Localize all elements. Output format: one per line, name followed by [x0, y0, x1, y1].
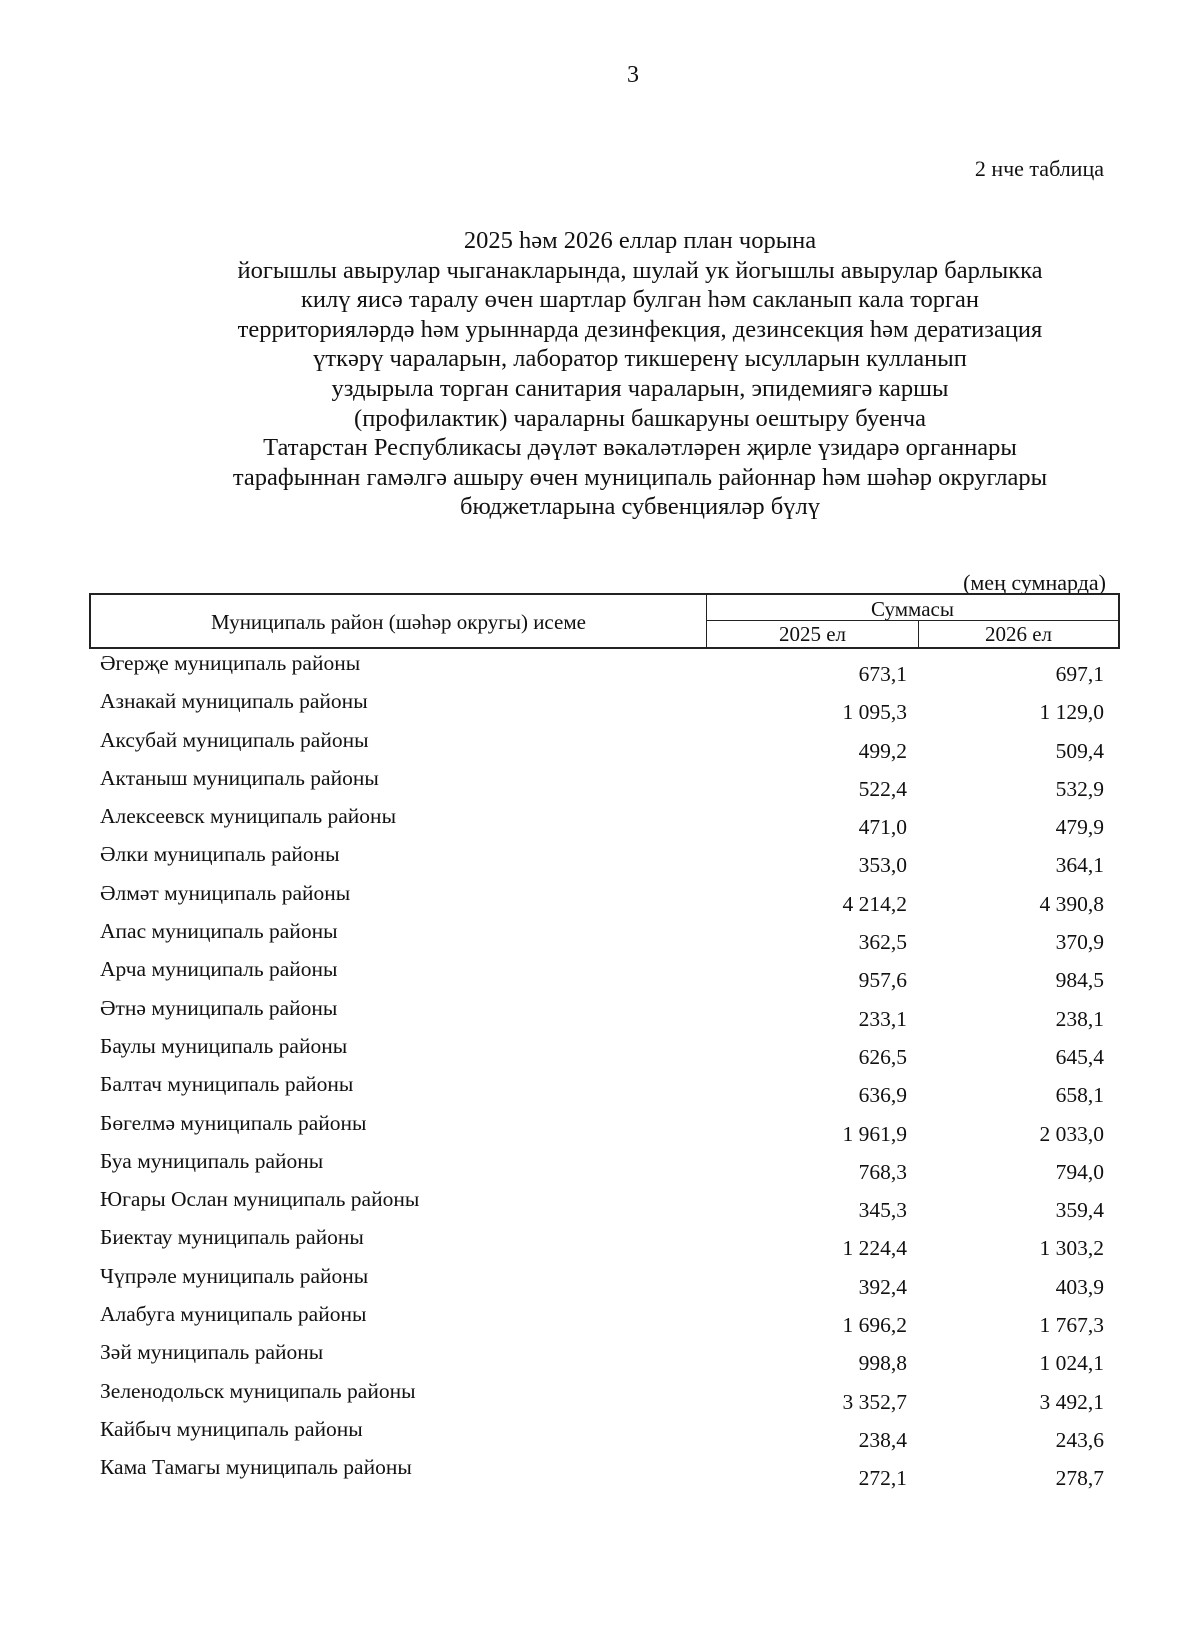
value-2025: 636,9	[858, 1083, 907, 1108]
value-2026: 984,5	[1055, 968, 1104, 993]
title-line: Татарстан Республикасы дәүләт вәкаләтләрен җирле үзидарә органнары	[263, 434, 1017, 462]
district-name: Аксубай муниципаль районы	[100, 727, 369, 752]
district-name: Югары Ослан муниципаль районы	[100, 1187, 420, 1212]
document-title	[90, 226, 1190, 522]
table-row	[0, 766, 1200, 804]
table-row	[0, 689, 1200, 727]
value-2026: 364,1	[1055, 853, 1104, 878]
district-name: Әтнә муниципаль районы	[100, 995, 338, 1020]
value-2025: 998,8	[858, 1351, 907, 1376]
value-2025: 4 214,2	[842, 891, 907, 916]
table-row	[0, 1034, 1200, 1072]
table-row	[0, 1072, 1200, 1110]
table-number: 2 нче таблица	[974, 156, 1104, 181]
district-name: Баулы муниципаль районы	[100, 1033, 348, 1058]
page-number: 3	[627, 62, 639, 88]
value-2026: 509,4	[1055, 738, 1104, 763]
title-line: үткәрү чараларын, лаборатор тикшеренү ысулларын кулланып	[313, 345, 967, 373]
value-2026: 403,9	[1055, 1274, 1104, 1299]
value-2025: 233,1	[858, 1006, 907, 1031]
value-2026: 794,0	[1055, 1159, 1104, 1184]
district-name: Зәй муниципаль районы	[100, 1340, 324, 1365]
district-name: Алабуга муниципаль районы	[100, 1302, 367, 1327]
value-2025: 362,5	[858, 930, 907, 955]
district-name: Балтач муниципаль районы	[100, 1072, 354, 1097]
value-2025: 3 352,7	[842, 1389, 907, 1414]
district-name: Алексеевск муниципаль районы	[100, 804, 397, 829]
value-2025: 272,1	[858, 1466, 907, 1491]
title-line: бюджетларына субвенцияләр бүлү	[460, 493, 820, 521]
value-2025: 1 696,2	[842, 1313, 907, 1338]
value-2026: 1 767,3	[1039, 1313, 1104, 1338]
header-sum-column: Суммасы	[707, 595, 1118, 621]
table-body	[0, 651, 1200, 1494]
header-name-column: Муниципаль район (шәһәр округы) исеме	[91, 595, 707, 647]
units-note: (мең сумнарда)	[963, 570, 1106, 595]
table-row	[0, 728, 1200, 766]
title-line: тарафыннан гамәлгә ашыру өчен муниципаль районнар һәм шәһәр округлары	[232, 463, 1048, 491]
value-2025: 1 095,3	[842, 700, 907, 725]
value-2025: 471,0	[858, 815, 907, 840]
table-row	[0, 1187, 1200, 1225]
value-2025: 522,4	[858, 776, 907, 801]
title-line: 2025 һәм 2026 еллар план чорына	[463, 227, 817, 254]
table-row	[0, 651, 1200, 689]
value-2025: 768,3	[858, 1159, 907, 1184]
header-year-2026: 2026 ел	[984, 622, 1053, 646]
value-2026: 697,1	[1055, 662, 1104, 686]
value-2025: 238,4	[858, 1427, 907, 1452]
table-row	[0, 842, 1200, 880]
district-name: Әлки муниципаль районы	[100, 842, 340, 867]
value-2026: 238,1	[1055, 1006, 1104, 1031]
value-2025: 345,3	[858, 1198, 907, 1223]
value-2025: 673,1	[858, 662, 907, 686]
table-row	[0, 919, 1200, 957]
value-2025: 1 961,9	[842, 1121, 907, 1146]
district-name: Әлмәт муниципаль районы	[100, 880, 351, 905]
value-2026: 243,6	[1055, 1427, 1104, 1452]
value-2025: 957,6	[858, 968, 907, 993]
value-2026: 1 303,2	[1039, 1236, 1104, 1261]
value-2025: 392,4	[858, 1274, 907, 1299]
value-2026: 479,9	[1055, 815, 1104, 840]
value-2025: 353,0	[858, 853, 907, 878]
value-2026: 645,4	[1055, 1044, 1104, 1069]
table-row	[0, 1225, 1200, 1263]
table-row	[0, 957, 1200, 995]
table-row	[0, 1417, 1200, 1455]
title-line: территорияләрдә һәм урыннарда дезинфекция, дезинсекция һәм дератизация	[237, 315, 1043, 343]
value-2025: 1 224,4	[842, 1236, 907, 1261]
title-line: килү яисә таралу өчен шартлар булган һәм сакланып кала торган	[300, 286, 980, 314]
district-name: Буа муниципаль районы	[100, 1148, 324, 1173]
district-name: Әгерҗе муниципаль районы	[100, 651, 361, 675]
district-name: Апас муниципаль районы	[100, 919, 338, 944]
district-name: Кама Тамагы муниципаль районы	[100, 1455, 412, 1480]
value-2026: 1 024,1	[1039, 1351, 1104, 1376]
district-name: Арча муниципаль районы	[100, 957, 338, 982]
table-row	[0, 1340, 1200, 1378]
district-name: Зеленодольск муниципаль районы	[100, 1378, 416, 1403]
value-2026: 658,1	[1055, 1083, 1104, 1108]
value-2026: 370,9	[1055, 930, 1104, 955]
value-2026: 1 129,0	[1039, 700, 1104, 725]
title-line: йогышлы авырулар чыганакларында, шулай ук йогышлы авырулар барлыкка	[237, 256, 1043, 284]
value-2025: 499,2	[858, 738, 907, 763]
table-row	[0, 1111, 1200, 1149]
district-name: Бөгелмә муниципаль районы	[100, 1110, 367, 1135]
title-line: уздырыла торган санитария чараларын, эпидемиягә каршы	[331, 374, 949, 402]
table-row	[0, 1379, 1200, 1417]
value-2026: 532,9	[1055, 776, 1104, 801]
value-2026: 3 492,1	[1039, 1389, 1104, 1414]
table-row	[0, 996, 1200, 1034]
district-name: Азнакай муниципаль районы	[100, 689, 368, 714]
table-row	[0, 1264, 1200, 1302]
table-row	[0, 881, 1200, 919]
table-header	[89, 593, 1120, 649]
district-name: Актаныш муниципаль районы	[100, 765, 379, 790]
value-2025: 626,5	[858, 1044, 907, 1069]
table-row	[0, 1149, 1200, 1187]
value-2026: 2 033,0	[1039, 1121, 1104, 1146]
value-2026: 278,7	[1055, 1466, 1104, 1491]
table-row	[0, 804, 1200, 842]
title-line: (профилактик) чараларны башкаруны оештыру буенча	[354, 404, 926, 432]
value-2026: 4 390,8	[1039, 891, 1104, 916]
table-row	[0, 1455, 1200, 1493]
district-name: Чүпрәле муниципаль районы	[100, 1263, 369, 1288]
district-name: Кайбыч муниципаль районы	[100, 1416, 363, 1441]
value-2026: 359,4	[1055, 1198, 1104, 1223]
header-year-2025: 2025 ел	[707, 621, 919, 647]
district-name: Биектау муниципаль районы	[100, 1225, 364, 1250]
table-row	[0, 1302, 1200, 1340]
